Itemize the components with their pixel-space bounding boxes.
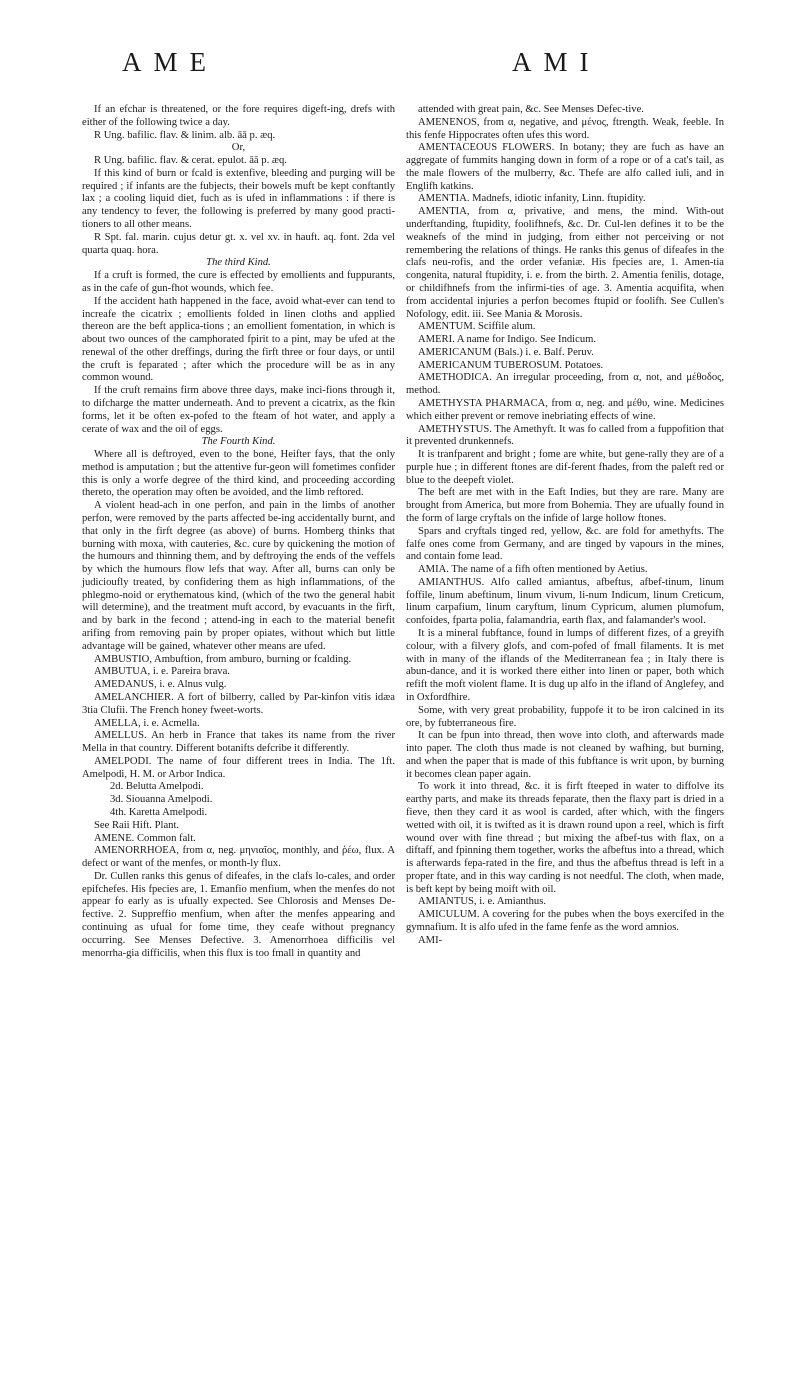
paragraph: Or, [231, 142, 246, 154]
paragraph: AMETHODICA. An irregular proceeding, from α, not, and μέθοδος, method. [406, 372, 724, 397]
right-text-column [406, 104, 724, 948]
paragraph: AMI- [418, 934, 443, 946]
left-text-column [82, 104, 395, 960]
paragraph: AMENTUM. Sciffile alum. [418, 321, 536, 333]
paragraph: 3d. Siouanna Amelpodi. [110, 794, 213, 806]
paragraph: AMETHYSTA PHARMACA, from α, neg. and μέθυ, wine. Medicines which either prevent or remove inebriating effects of wine. [406, 397, 724, 422]
running-head-right: AMI [512, 47, 601, 77]
paragraph: The Fourth Kind. [201, 436, 276, 448]
paragraph: AMERICANUM (Bals.) i. e. Balf. Peruv. [418, 346, 594, 358]
paragraph: See Raii Hift. Plant. [94, 819, 180, 831]
paragraph: It is a mineral fubftance, found in lumps of different fizes, of a greyifh colour, with a filvery glofs, and com-pofed of fmall filaments. It is met with in many of the iflands of the Mediterranean fea ; in Italy there is abun-dance, and it is worked there either into linen or paper, both which refift the moft violent flame. It is dug up alfo in the ifland of Anglefey, and in Oxfordfhire. [406, 628, 724, 703]
paragraph: AMIANTUS, i. e. Amianthus. [418, 896, 547, 908]
paragraph: AMENE. Common falt. [94, 832, 196, 844]
paragraph: AMICULUM. A covering for the pubes when the boys exercifed in the gymnafium. It is alfo ufed in the fame fenfe as the word amnios. [406, 909, 724, 933]
paragraph: AMBUSTIO, Ambuftion, from amburo, burning or fcalding. [94, 653, 352, 665]
paragraph: To work it into thread, &c. it is firft fteeped in water to diffolve its earthy parts, and make its threads feparate, then the flaxy part is dried in a fieve, then they card it as wool is carded, after which, with the fingers wetted with oil, it is twifted as it is drawn round upon a reel, which is firft wound over with fine thread ; but mixing the afbef-tus with flax, on a diftaff, and fpinning them together, works the afbeftus into a thread, which is afterwards fepa-rated in the fire, and thus the afbeftus thread is left in a proper ftate, and in this way carding is not needful. The cloth, when made, is beft kept by being moift with oil. [406, 781, 724, 895]
paragraph: AMENENOS, from α, negative, and μένος, ftrength. Weak, feeble. In this fenfe Hippocrates often ufes this word. [406, 116, 724, 141]
paragraph: R Ung. bafilic. flav. & cerat. epulot. āā p. æq. [94, 155, 287, 167]
paragraph: It is tranfparent and bright ; fome are white, but gene-rally they are of a purple hue ; in different ftones are dif-ferent fhades, from the paleft red or blue to the deepeft violet. [406, 449, 724, 486]
paragraph: AMEDANUS, i. e. Alnus vulg. [94, 679, 227, 691]
paragraph: AMELLA, i. e. Acmella. [94, 717, 200, 729]
paragraph: The third Kind. [206, 257, 271, 269]
paragraph: R Ung. bafilic. flav. & linim. alb. āā p. æq. [94, 129, 276, 141]
paragraph: AMERI. A name for Indigo. See Indicum. [418, 334, 597, 346]
paragraph: A violent head-ach in one perfon, and pain in the limbs of another perfon, were removed by the parts affected be-ing accidentally burnt, and that only in the firft degree (as above) of burns. Homberg thinks that burning with moxa, with cauteries, &c. cure by quickening the motion of the humours and thinning them, and by deftroying the ends of the veffels by which the humours flow lefs that way. After all, burns can only be judicioufly treated, by confidering them as high inflammations, of the phlegmo-noid or erythematous kind, (which of the two the general habit will determine), and the treatment muft accord, by evacuants in the firft, and by bark in the fecond ; attend-ing in each to the material benefit arifing from removing pain by proper opiates, without which but little advantage will be gained, whatever other means are ufed. [82, 500, 395, 652]
paragraph: If an efchar is threatened, or the fore requires digeft-ing, drefs with either of the following twice a day. [82, 104, 395, 128]
paragraph: AMENTIA, from α, privative, and mens, the mind. With-out underftanding, ftupidity, foolifhnefs, &c. Dr. Cul-len defines it to be the weaknefs of the mind in judging, from either not perceiving or not remembering the relations of things. He ranks this genus of difeafes in the clafs neu-rofis, and the order vefaniæ. His fpecies are, 1. Amen-tia congenita, natural ftupidity, i. e. from the birth. 2. Amentia fenilis, dotage, or childifhnefs from the infirmi-ties of age. 3. Amentia acquifita, when from accidental injuries a perfon becomes ftupid or foolifh. See Cullen's Nofology, edit. iii. See Mania & Morosis. [406, 206, 724, 320]
paragraph: AMENTACEOUS FLOWERS. In botany; they are fuch as have an aggregate of fummits hanging down in form of a rope or of a cat's tail, as the male flowers of the mulberry, &c. Thefe are alfo called iuli, and in Englifh katkins. [406, 142, 724, 192]
paragraph: AMELANCHIER. A fort of bilberry, called by Par-kinfon vitis idæa 3tia Clufii. The French honey fweet-worts. [82, 691, 395, 716]
running-header [0, 42, 800, 82]
paragraph: 4th. Karetta Amelpodi. [110, 806, 208, 818]
paragraph: AMBUTUA, i. e. Pareira brava. [94, 666, 230, 678]
paragraph: attended with great pain, &c. See Menses Defec-tive. [418, 104, 644, 115]
paragraph: AMELPODI. The name of four different trees in India. The 1ft. Amelpodi, H. M. or Arbor Indica. [82, 755, 395, 780]
paragraph: Dr. Cullen ranks this genus of difeafes, in the clafs lo-cales, and order epifchefes. His fpecies are, 1. Emanfio menfium, when the menfes do not appear fo early as is ufually expected. See Chlorosis and Menses De-fective. 2. Suppreffio menfium, when after the menfes appearing and continuing as ufual for fome time, they ceafe without pregnancy occurring. See Menses Defective. 3. Amenorrhoea difficilis vel menorrha-gia difficilis, when this flux is too fmall in quantity and [82, 870, 395, 959]
paragraph: AMIA. The name of a fifh often mentioned by Aetius. [418, 564, 648, 576]
paragraph: It can be fpun into thread, then wove into cloth, and afterwards made into paper. The cloth thus made is not cleaned by wafhing, but burning, and when the paper that is made of this fubftance is writ upon, by burning it becomes clean paper again. [406, 730, 724, 780]
paragraph: AMETHYSTUS. The Amethyft. It was fo called from a fuppofition that it prevented drunkennefs. [406, 423, 724, 448]
paragraph: AMENTIA. Madnefs, idiotic infanity, Linn. ftupidity. [418, 193, 646, 205]
paragraph: R Spt. fal. marin. cujus detur gt. x. vel xv. in hauft. aq. font. 2da vel quarta quaq. hora. [82, 231, 395, 256]
paragraph: AMENORRHOEA, from α, neg. μηνιαῖος, monthly, and ῥέω, flux. A defect or want of the menfes, or month-ly flux. [82, 845, 395, 870]
paragraph: AMELLUS. An herb in France that takes its name from the river Mella in that country. Different botanifts defcribe it differently. [82, 730, 395, 755]
paragraph: Some, with very great probability, fuppofe it to be iron calcined in its ore, by fubterraneous fire. [406, 704, 724, 729]
paragraph: If the accident hath happened in the face, avoid what-ever can tend to increafe the cicatrix ; emollients folded in linen cloths and applied thereon are the beft applica-tions ; an emollient fomentation, in which is about two ounces of the camphorated fpirit to a pint, may be ufed at the renewal of the other dreffings, during the firft three or four days, or until the cruft is feparated ; after which the procedure will be as in any common wound. [82, 295, 395, 384]
paragraph: If a cruft is formed, the cure is effected by emollients and fuppurants, as in the cafe of gun-fhot wounds, which fee. [82, 270, 395, 294]
paragraph: The beft are met with in the Eaft Indies, but they are rare. Many are brought from America, but more from Bohemia. They are ufually found in the form of large cryftals on the infide of large hollow ftones. [406, 487, 724, 524]
paragraph: If the cruft remains firm above three days, make inci-fions through it, to difcharge the matter underneath. And to prevent a cicatrix, as the fkin forms, let it be often ex-pofed to the fteam of hot water, and apply a cerate of wax and the oil of eggs. [82, 385, 395, 435]
paragraph: 2d. Belutta Amelpodi. [110, 781, 204, 793]
paragraph: Spars and cryftals tinged red, yellow, &c. are fold for amethyfts. The falfe ones come from Germany, and are tinged by vapours in the mines, and contain fome lead. [406, 525, 724, 563]
paragraph: AMIANTHUS. Alfo called amiantus, afbeftus, afbef-tinum, linum foffile, linum abeftinum, linum vivum, li-num Indicum, linum Creticum, linum carpafium, linum caryftum, linum Cypricum, alumen plumofum, confoides, fparta polia, falamandria, earth flax, and falamander's wool. [406, 576, 724, 627]
running-head-left: AME [122, 47, 218, 77]
paragraph: If this kind of burn or fcald is extenfive, bleeding and purging will be required ; if infants are the fubjects, their bowels muft be kept conftantly lax ; a cooling liquid diet, fuch as is ufed in inflammations : if there is any tendency to fever, the following is preferred by many good practi-tioners to all other means. [82, 167, 395, 231]
paragraph: AMERICANUM TUBEROSUM. Potatoes. [418, 359, 604, 371]
paragraph: Where all is deftroyed, even to the bone, Heifter fays, that the only method is amputation ; but the attentive fur-geon will fometimes confider this is only a worfe degree of the third kind, and proceeding according thereto, the operation may often be avoided, and the limb reftored. [82, 449, 395, 499]
